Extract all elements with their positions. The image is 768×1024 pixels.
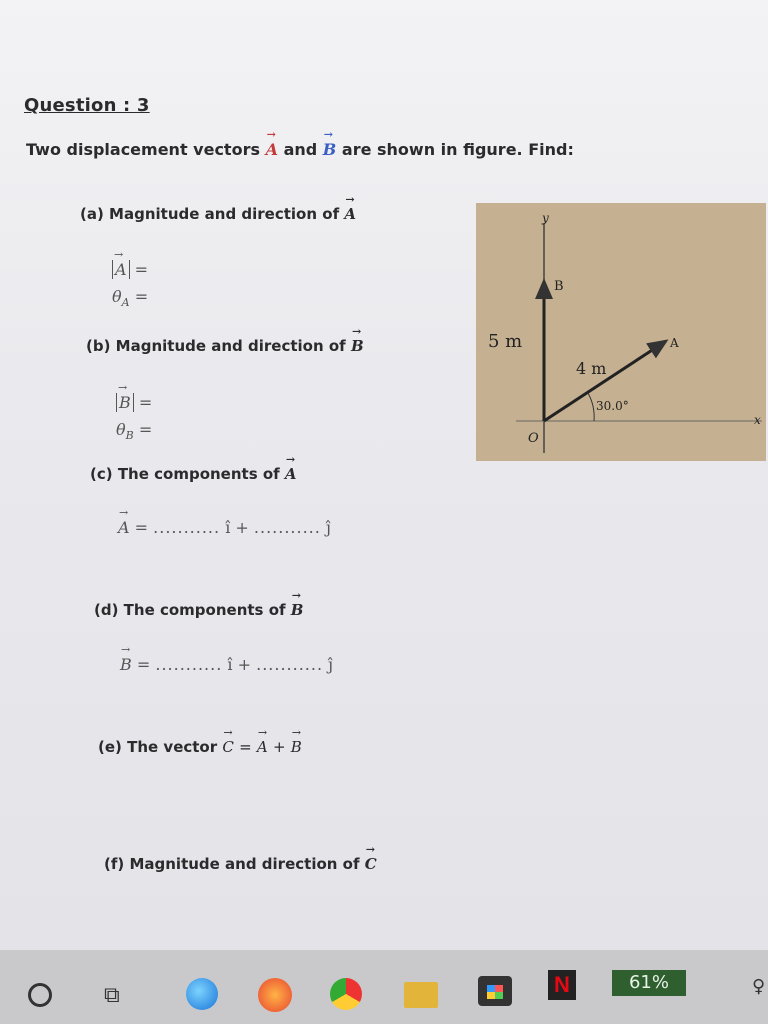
angle-arc — [588, 393, 594, 421]
prompt-and: and — [283, 140, 318, 159]
components-b-equation — [120, 655, 333, 674]
part-e-plus: + — [272, 738, 286, 756]
part-d-text: (d) The components of — [94, 601, 286, 619]
magnitude-a-equation — [112, 260, 148, 279]
vector-a-symbol: → A — [266, 140, 278, 159]
origin-label: O — [528, 431, 539, 446]
part-e-vector-a: → A — [257, 738, 268, 756]
part-e-text: (e) The vector — [98, 738, 218, 756]
comp-a-blank-y: ........... — [253, 518, 321, 537]
part-c-label — [90, 465, 297, 483]
vector-b-label: B — [554, 279, 564, 294]
theta-b-sub: B — [125, 429, 134, 443]
comp-b-i-hat: î + — [227, 655, 252, 674]
file-explorer-icon[interactable] — [404, 982, 438, 1008]
comp-a-equals: = — [134, 518, 149, 537]
netflix-icon[interactable]: N — [548, 970, 576, 1000]
comp-b-vector: → B — [120, 655, 132, 674]
vector-b-length: 5 m — [488, 331, 523, 352]
comp-b-blank-y: ........... — [256, 655, 324, 674]
part-b-vector: → B — [351, 337, 364, 355]
comp-a-blank-x: ........... — [153, 518, 221, 537]
theta-a-sub: A — [121, 296, 130, 310]
mag-a-equals: = — [134, 260, 149, 279]
part-f-vector: → C — [365, 855, 377, 873]
task-view-icon[interactable]: ⧉ — [104, 983, 120, 1008]
vector-a-length: 4 m — [576, 359, 607, 378]
part-e-vector-b: → B — [291, 738, 302, 756]
search-circle-icon[interactable] — [28, 983, 52, 1007]
store-logo — [487, 985, 503, 999]
components-a-equation — [118, 518, 331, 537]
person-icon[interactable]: ♀ — [752, 976, 766, 997]
vector-figure — [476, 203, 766, 461]
part-f-text: (f) Magnitude and direction of — [104, 855, 360, 873]
theta-symbol: θ — [112, 287, 122, 306]
part-d-vector: → B — [291, 601, 304, 619]
vector-a-label: A — [670, 336, 679, 350]
mag-a-vector: → A — [112, 260, 130, 279]
magnitude-b-equation — [116, 393, 152, 412]
battery-indicator[interactable]: 61% — [612, 970, 686, 996]
prompt-suffix: are shown in figure. Find: — [341, 140, 574, 159]
chrome-icon[interactable] — [330, 978, 362, 1010]
comp-b-equals: = — [136, 655, 151, 674]
part-f-label — [104, 855, 377, 873]
store-icon[interactable] — [478, 976, 512, 1006]
mag-b-vector: → B — [116, 393, 134, 412]
part-a-text: (a) Magnitude and direction of — [80, 205, 340, 223]
vector-b-symbol: → B — [323, 140, 337, 159]
question-title: Question : 3 — [24, 95, 150, 116]
comp-a-vector: → A — [118, 518, 130, 537]
theta-b-equation — [116, 420, 152, 442]
part-c-vector: → A — [285, 465, 297, 483]
comp-a-i-hat: î + — [225, 518, 249, 537]
comp-a-j-hat: ĵ — [325, 518, 331, 537]
part-e-label — [98, 738, 302, 756]
theta-b-equals: = — [138, 420, 153, 439]
y-axis-label: y — [542, 211, 549, 225]
question-prompt — [26, 140, 574, 159]
mag-b-equals: = — [138, 393, 153, 412]
part-b-label — [86, 337, 364, 355]
part-b-text: (b) Magnitude and direction of — [86, 337, 346, 355]
theta-a-equation — [112, 287, 148, 309]
edge-browser-icon[interactable] — [186, 978, 218, 1010]
comp-b-j-hat: ĵ — [328, 655, 334, 674]
part-a-vector: → A — [344, 205, 356, 223]
theta-symbol: θ — [116, 420, 126, 439]
part-a-label — [80, 205, 356, 223]
part-d-label — [94, 601, 303, 619]
angle-label: 30.0° — [596, 399, 629, 413]
part-c-text: (c) The components of — [90, 465, 280, 483]
firefox-icon[interactable] — [258, 978, 292, 1012]
part-e-equals: = — [239, 738, 252, 756]
x-axis-label: x — [754, 413, 761, 427]
theta-a-equals: = — [134, 287, 149, 306]
comp-b-blank-x: ........... — [155, 655, 223, 674]
prompt-prefix: Two displacement vectors — [26, 140, 260, 159]
part-e-vector-c: → C — [222, 738, 233, 756]
